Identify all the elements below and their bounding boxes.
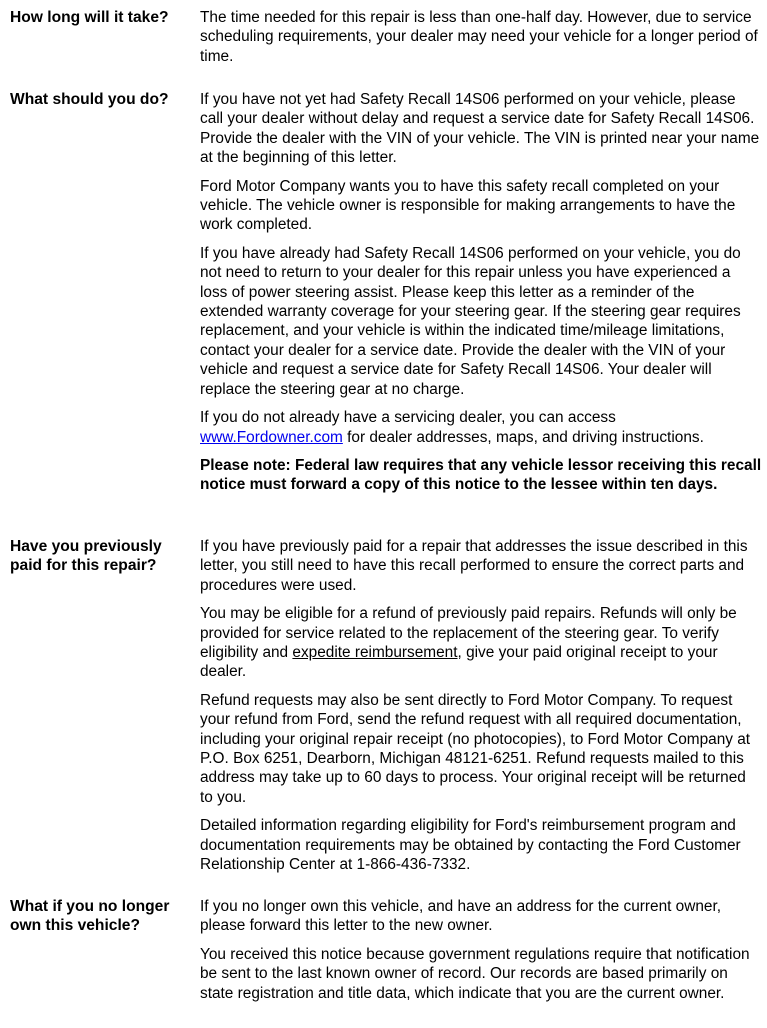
paragraph: The time needed for this repair is less than one-half day. However, due to service scheduling requirements, your dealer may need your vehicle for a longer period of time. [200, 9, 758, 65]
refund-text-before: You may be eligible for a refund of previously paid repairs. Refunds will only be provided for service related to the replacement of the steering gear. To verify eligibility and [200, 605, 737, 662]
paragraph: Detailed information regarding eligibility for Ford's reimbursement program and documentation requirements may be obtained by contacting the Ford Customer Relationship Center at 1-866-436-7332. [200, 817, 741, 874]
paragraph: You received this notice because government regulations require that notification be sent to the last known owner of record. Our records are based primarily on state registration and title data, which indicate that you are the current owner. [200, 945, 750, 1002]
text-after-link: for dealer addresses, maps, and driving instructions. [342, 428, 704, 446]
answer-how-long [200, 8, 762, 66]
fordowner-link[interactable]: www.Fordowner.com [200, 428, 343, 446]
paragraph: Ford Motor Company wants you to have this safety recall completed on your vehicle. The vehicle owner is responsible for making arrangements to have the work completed. [200, 177, 736, 234]
question-previously-paid: Have you previously paid for this repair? [10, 538, 162, 575]
answer-what-to-do [200, 90, 762, 495]
dealer-access-paragraph [200, 408, 762, 447]
paragraph: If you no longer own this vehicle, and have an address for the current owner, please forward this letter to the new owner. [200, 898, 722, 935]
paragraph: If you have previously paid for a repair that addresses the issue described in this letter, you still need to have this recall performed to ensure the correct parts and procedures were used. [200, 538, 748, 594]
refund-text-after: , give your paid original receipt to your dealer. [200, 644, 718, 681]
question-no-longer-own: What if you no longer own this vehicle? [10, 898, 170, 935]
paragraph: If you have not yet had Safety Recall 14S06 performed on your vehicle, please call your dealer without delay and request a service date for Safety Recall 14S06. Provide the dealer with the VIN of your vehicle. The VIN is printed near your name at the beginning of this letter. [200, 91, 760, 167]
federal-law-note: Please note: Federal law requires that any vehicle lessor receiving this recall notice must forward a copy of this notice to the lessee within ten days. [200, 456, 762, 494]
paragraph: Refund requests may also be sent directly to Ford Motor Company. To request your refund from Ford, send the refund request with all required documentation, including your original repair receipt (no photocopies), to Ford Motor Company at P.O. Box 6251, Dearborn, Michigan 48121-6251. Refund requests mailed to this address may take up to 60 days to process. Your original receipt will be returned to you. [200, 691, 751, 806]
answer-previously-paid [200, 537, 762, 875]
answer-no-longer-own [200, 897, 762, 1003]
question-what-to-do: What should you do? [10, 91, 169, 108]
expedite-reimbursement-text: expedite reimbursement [292, 644, 458, 662]
refund-paragraph [200, 604, 762, 682]
paragraph: If you have already had Safety Recall 14S06 performed on your vehicle, you do not need to return to your dealer for this repair unless you have experienced a loss of power steering assist. Please keep this letter as a reminder of the extended warranty coverage for your steering gear. If the steering gear requires replacement, and your vehicle is within the indicated time/mileage limitations, contact your dealer for a service date. Provide the dealer with the VIN of your vehicle and request a service date for Safety Recall 14S06. Your dealer will replace the steering gear at no charge. [200, 244, 741, 398]
question-how-long: How long will it take? [10, 9, 169, 26]
text-before-link: If you do not already have a servicing dealer, you can access [200, 409, 616, 427]
